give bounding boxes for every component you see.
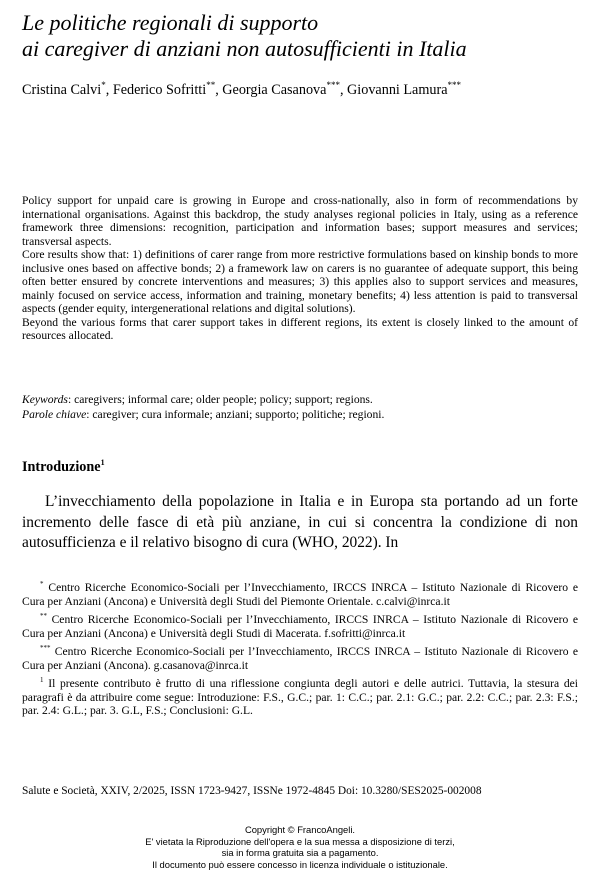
author-mark: * [101,80,106,90]
author-mark: *** [447,80,462,90]
footnote [22,578,578,608]
footnote-text: Il presente contributo è frutto di una riflessione congiunta degli autori e delle autrici. Tuttavia, la stesura dei paragrafi è da attribuire come segue: Introduzione: F.S., G.C.; par. 1: C.C.; par. 2.1: G.C.; par. 2.2: C.C.; par. 2.3: F.S.; par. 2.4: G.L.; par. 3. G.L, F.S.; Conclusioni: G.L. [22,677,579,717]
footnotes [22,578,578,720]
footnote-mark: * [40,580,44,588]
copyright-notice [0,824,600,870]
footnote-mark: 1 [40,676,44,684]
author-name: Cristina Calvi [22,82,102,98]
keywords-en [22,393,578,408]
author-mark: *** [326,80,340,90]
keywords-it-text: : caregiver; cura informale; anziani; supporto; politiche; regioni. [86,407,385,421]
copyright-line: Copyright © FrancoAngeli. [244,824,356,835]
author-name: Federico Sofritti [112,82,207,98]
article-title [22,10,582,62]
section-heading [22,458,105,476]
abstract-paragraph: Policy support for unpaid care is growing in Europe and cross-nationally, also in form of recommendations by international organisations. Against this backdrop, the study analyses regional policies in Italy, using as a reference framework three dimensions: recognition, participation and information bases; support measures and services; transversal aspects. [22,194,578,248]
journal-citation: Salute e Società, XXIV, 2/2025, ISSN 1723-9427, ISSNe 1972-4845 Doi: 10.3280/SES2025-002008 [22,785,482,797]
title-line-2: ai caregiver di anziani non autosufficienti in Italia [22,36,467,61]
keywords-block [22,393,578,422]
keywords-it-label: Parole chiave [22,407,87,421]
body-paragraph: L’invecchiamento della popolazione in Italia e in Europa sta portando ad un forte incremento delle fasce di età più anziane, in cui si concentra la condizione di non autosufficienza e il relativo bisogno di cura (WHO, 2022). In [22,493,578,551]
keywords-en-text: : caregivers; informal care; older people; policy; support; regions. [67,393,373,406]
footnote-mark: *** [40,644,51,652]
footnote [22,642,578,672]
section-heading-note: 1 [100,458,105,467]
footnote-mark: ** [40,612,47,620]
copyright-line: Il documento può essere concesso in licenza individuale o istituzionale. [152,858,448,870]
abstract [22,194,578,343]
copyright-line: E' vietata la Riproduzione dell'opera e la sua messa a disposizione di terzi, [145,835,455,847]
keywords-en-label: Keywords [22,393,68,406]
footnote-text: Centro Ricerche Economico-Sociali per l’Invecchiamento, IRCCS INRCA – Istituto Nazionale di Ricovero e Cura per Anziani (Ancona) e Università degli Studi di Macerata. f.sofritti@inrca.it [22,613,579,640]
footnote-text: Centro Ricerche Economico-Sociali per l’Invecchiamento, IRCCS INRCA – Istituto Nazionale di Ricovero e Cura per Anziani (Ancona) e Università degli Studi del Piemonte Orientale. c.calvi@inrca.it [22,581,579,608]
copyright-line: sia in forma gratuita sia a pagamento. [221,847,379,859]
abstract-paragraph: Core results show that: 1) definitions of carer range from more restrictive formulations based on kinship bonds to more inclusive ones based on affective bonds; 2) a framework law on carers is no guarantee of adequate support, this being often better ensured by concrete interventions and measures; 3) this applies also to support services and measures, mainly focused on service access, information and training, monetary benefits; 4) less attention is paid to transversal aspects (gender equity, intergenerational relations and digital solutions). [22,248,578,315]
section-heading-text: Introduzione [22,459,101,475]
abstract-paragraph: Beyond the various forms that carer support takes in different regions, its extent is closely linked to the amount of resources allocated. [22,315,578,342]
author-list: Cristina Calvi*, Federico Sofritti**, Georgia Casanova***, Giovanni Lamura*** [22,80,462,98]
author-mark: ** [206,80,216,90]
keywords-it [22,408,578,423]
title-line-1: Le politiche regionali di supporto [22,10,319,35]
author-name: Georgia Casanova [222,82,327,98]
author-name: Giovanni Lamura [347,82,448,98]
footnote-text: Centro Ricerche Economico-Sociali per l’Invecchiamento, IRCCS INRCA – Istituto Nazionale di Ricovero e Cura per Anziani (Ancona). g.casanova@inrca.it [22,645,578,672]
footnote [22,674,578,718]
footnote [22,610,578,640]
